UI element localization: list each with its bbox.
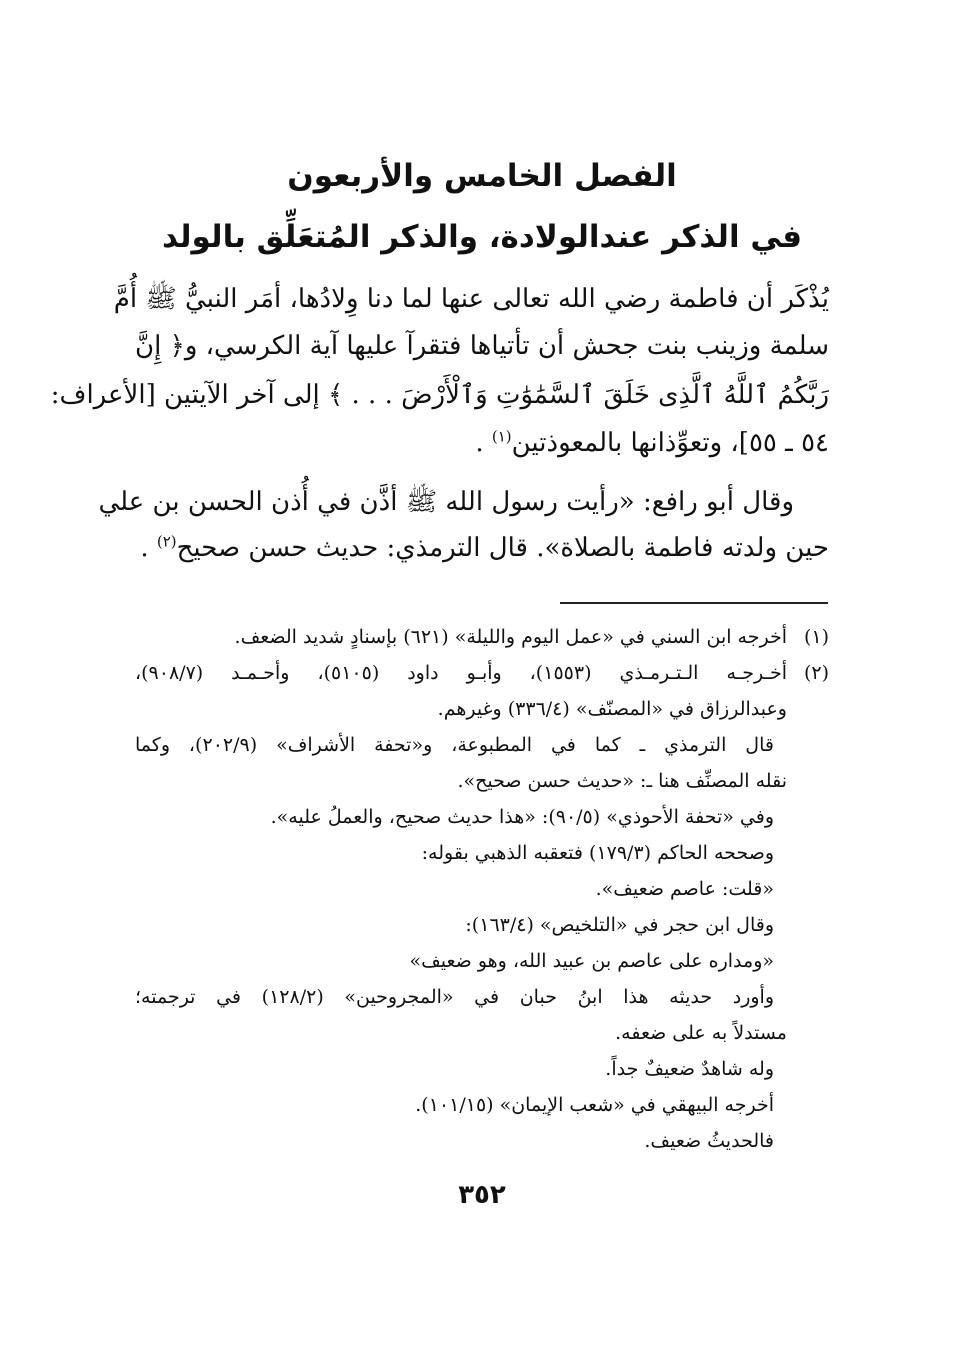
body-line <box>135 428 829 458</box>
footnote-line: وصححه الحاكم (١٧٩/٣) فتعقبه الذهبي بقوله: <box>421 842 774 864</box>
footnote-line: «ومداره على عاصم بن عبيد الله، وهو ضعيف» <box>409 950 774 972</box>
footnote-line: وعبدالرزاق في «المصنّف» (٣٣٦/٤) وغيرهم. <box>437 698 787 720</box>
sentence-end: . <box>475 428 484 458</box>
footnote-number: (٢) <box>803 662 830 684</box>
footnote-line: مستدلاً به على ضعفه. <box>615 1022 787 1044</box>
body-line: وقال أبو رافع: «رأيت رسول الله ﷺ أذَّن في أُذن الحسن بن علي <box>98 487 794 517</box>
footnote-line: وفي «تحفة الأحوذي» (٩٠/٥): «هذا حديث صحيح، والعملُ عليه». <box>270 806 774 828</box>
body-line: يُذْكَر أن فاطمة رضي الله تعالى عنها لما دنا وِلادُها، أمَر النبيُّ ﷺ أُمَّ <box>113 284 829 314</box>
footnote-line: قال الترمذي ـ كما في المطبوعة، و«تحفة الأشراف» (٢٠٢/٩)، وكما <box>135 734 774 756</box>
footnote <box>135 662 829 684</box>
footnote-separator <box>560 602 828 604</box>
page-number: ٣٥٢ <box>458 1180 506 1210</box>
body-line <box>135 533 829 563</box>
body-line: سلمة وزينب بنت جحش أن تأتياها فتقرآ عليها آية الكرسي، و﴿ إِنَّ <box>135 331 829 361</box>
footnote <box>135 626 829 648</box>
footnote-text: أخـرجـه الـتـرمـذي (١٥٥٣)، وأبـو داود (٥١٠٥)، وأحـمـد (٩٠٨/٧)، <box>135 662 788 684</box>
body-text: ٥٤ ـ ٥٥]، وتعوِّذانها بالمعوذتين <box>511 428 829 458</box>
footnote-line: فالحديثُ ضعيف. <box>644 1130 774 1152</box>
body-text: حين ولدته فاطمة بالصلاة». قال الترمذي: حديث حسن صحيح <box>176 533 829 563</box>
body-line: رَبَّكُمُ ٱللَّهُ ٱلَّذِى خَلَقَ ٱلسَّمَٰوَٰتِ وَٱلْأَرْضَ . . . ﴾ إلى آخر الآيتين [الأعراف: <box>50 380 829 410</box>
footnote-text: أخرجه ابن السني في «عمل اليوم والليلة» (٦٢١) بإسنادٍ شديد الضعف. <box>234 626 787 648</box>
footnote-line: وله شاهدٌ ضعيفٌ جداً. <box>605 1058 774 1080</box>
footnote-line: وقال ابن حجر في «التلخيص» (١٦٣/٤): <box>465 914 774 936</box>
footnote-line: أخرجه البيهقي في «شعب الإيمان» (١٠١/١٥). <box>415 1094 774 1116</box>
footnote-ref[interactable]: (٢) <box>156 532 177 551</box>
sentence-end: . <box>140 533 149 563</box>
footnote-line: نقله المصنِّف هنا ـ: «حديث حسن صحيح». <box>457 770 787 792</box>
chapter-subtitle: في الذكر عندالولادة، والذكر المُتعَلِّق بالولد <box>161 219 803 255</box>
footnote-line: «قلت: عاصم ضعيف». <box>595 878 774 900</box>
footnote-number: (١) <box>803 626 829 648</box>
footnote-line: وأورد حديثه هذا ابنُ حبان في «المجروحين» (١٢٨/٢) في ترجمته؛ <box>135 986 774 1008</box>
chapter-title: الفصل الخامس والأربعون <box>287 158 677 194</box>
footnote-ref[interactable]: (١) <box>491 427 512 446</box>
